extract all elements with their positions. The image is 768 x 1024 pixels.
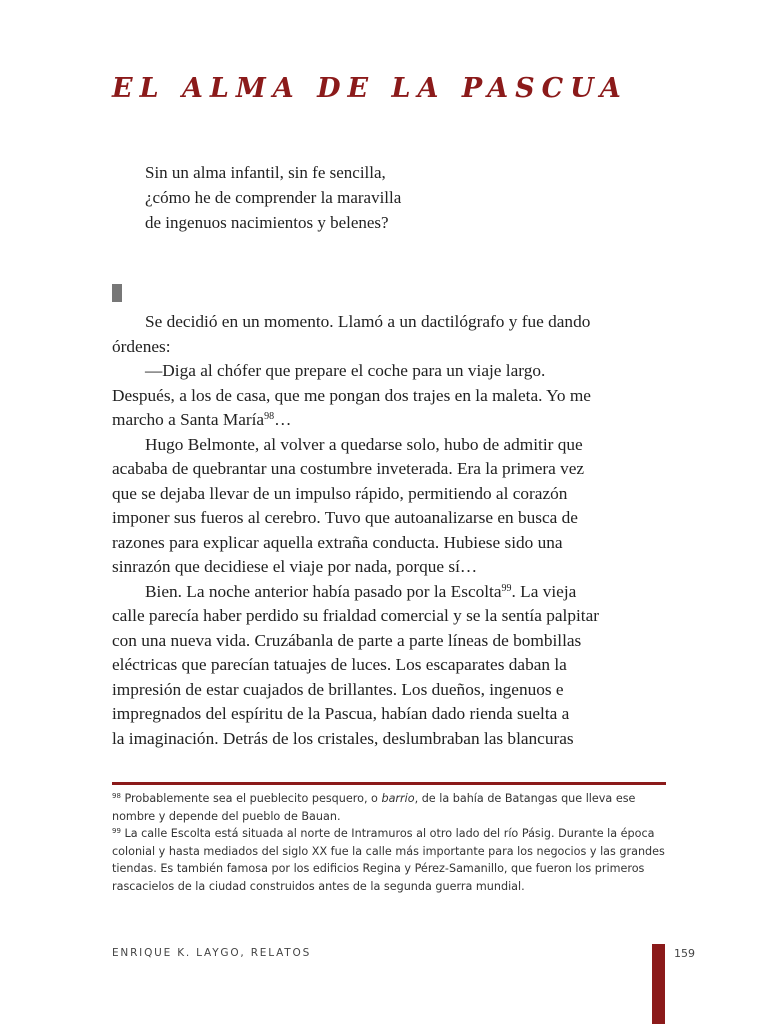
text-line [112,580,668,605]
page-number: 159 [674,947,695,960]
footnote-99-cont: colonial y hasta mediados del siglo XX fue la calle más importante para los negocios y las grandes [112,844,665,858]
text-line: la imaginación. Detrás de los cristales, deslumbraban las blancuras [112,728,574,748]
page-tab-bar [652,944,665,1024]
text-line: impresión de estar cuajados de brillantes. Los dueños, ingenuos e [112,679,564,699]
footnote-98 [112,790,668,808]
epigraph [145,160,565,235]
text-line: órdenes: [112,336,171,356]
footnote-italic: barrio [381,792,415,805]
text-line: Después, a los de casa, que me pongan dos trajes en la maleta. Yo me [112,385,591,405]
text-line: con una nueva vida. Cruzábanla de parte a parte líneas de bombillas [112,630,582,650]
footnote-mark: 98 [112,792,121,800]
footnote-text: , de la bahía de Batangas que lleva ese [414,792,636,805]
text-line: —Diga al chófer que prepare el coche para un viaje largo. [145,361,546,380]
footnote-text: La calle Escolta está situada al norte de Intramuros al otro lado del río Pásig. Durante la época [120,827,655,841]
body-text [112,310,668,751]
text-fragment: … [274,410,292,429]
text-line: eléctricas que parecían tatuajes de luces. Los escaparates daban la [112,655,567,674]
text-fragment: Bien. La noche anterior había pasado por la Escolta [145,581,502,601]
text-line: imponer sus fueros al cerebro. Tuvo que autoanalizarse en busca de [112,508,578,527]
text-line: Se decidió en un momento. Llamó a un dactilógrafo y fue dando [145,312,591,331]
section-marker [112,284,122,302]
footnote-99-cont: tiendas. Es también famosa por los edificios Regina y Pérez-Samanillo, que fueron los primeros [112,862,645,876]
footnote-ref-99[interactable]: 99 [501,582,512,594]
footnote-text: Probablemente sea el pueblecito pesquero, o [120,792,382,805]
text-fragment: . La vieja [511,581,577,601]
footnote-98-cont: nombre y depende del pueblo de Bauan. [112,809,341,823]
text-line: acababa de quebrantar una costumbre inveterada. Era la primera vez [112,459,585,478]
text-fragment: marcho a Santa María [112,410,265,429]
text-line [112,408,668,433]
footnote-mark: 99 [112,827,121,836]
footnote-ref-98[interactable]: 98 [264,411,275,422]
epigraph-line: ¿cómo he de comprender la maravilla [145,188,402,207]
epigraph-line: Sin un alma infantil, sin fe sencilla, [145,163,386,182]
footnote-divider [112,782,666,785]
text-line: impregnados del espíritu de la Pascua, habían dado rienda suelta a [112,704,570,723]
running-footer: ENRIQUE K. LAYGO, RELATOS [112,947,312,959]
chapter-title: EL ALMA DE LA PASCUA [112,73,628,104]
text-line: Hugo Belmonte, al volver a quedarse solo, hubo de admitir que [145,434,583,454]
text-line: razones para explicar aquella extraña conducta. Hubiese sido una [112,532,563,552]
text-line: que se dejaba llevar de un impulso rápido, permitiendo al corazón [112,483,568,503]
footnotes [112,790,668,896]
footnote-99 [112,825,668,843]
footnote-99-cont: rascacielos de la ciudad construidos antes de la segunda guerra mundial. [112,879,525,893]
epigraph-line: de ingenuos nacimientos y belenes? [145,213,389,232]
text-line: sinrazón que decidiese el viaje por nada, porque sí… [112,557,478,576]
text-line: calle parecía haber perdido su frialdad comercial y se la sentía palpitar [112,606,599,625]
